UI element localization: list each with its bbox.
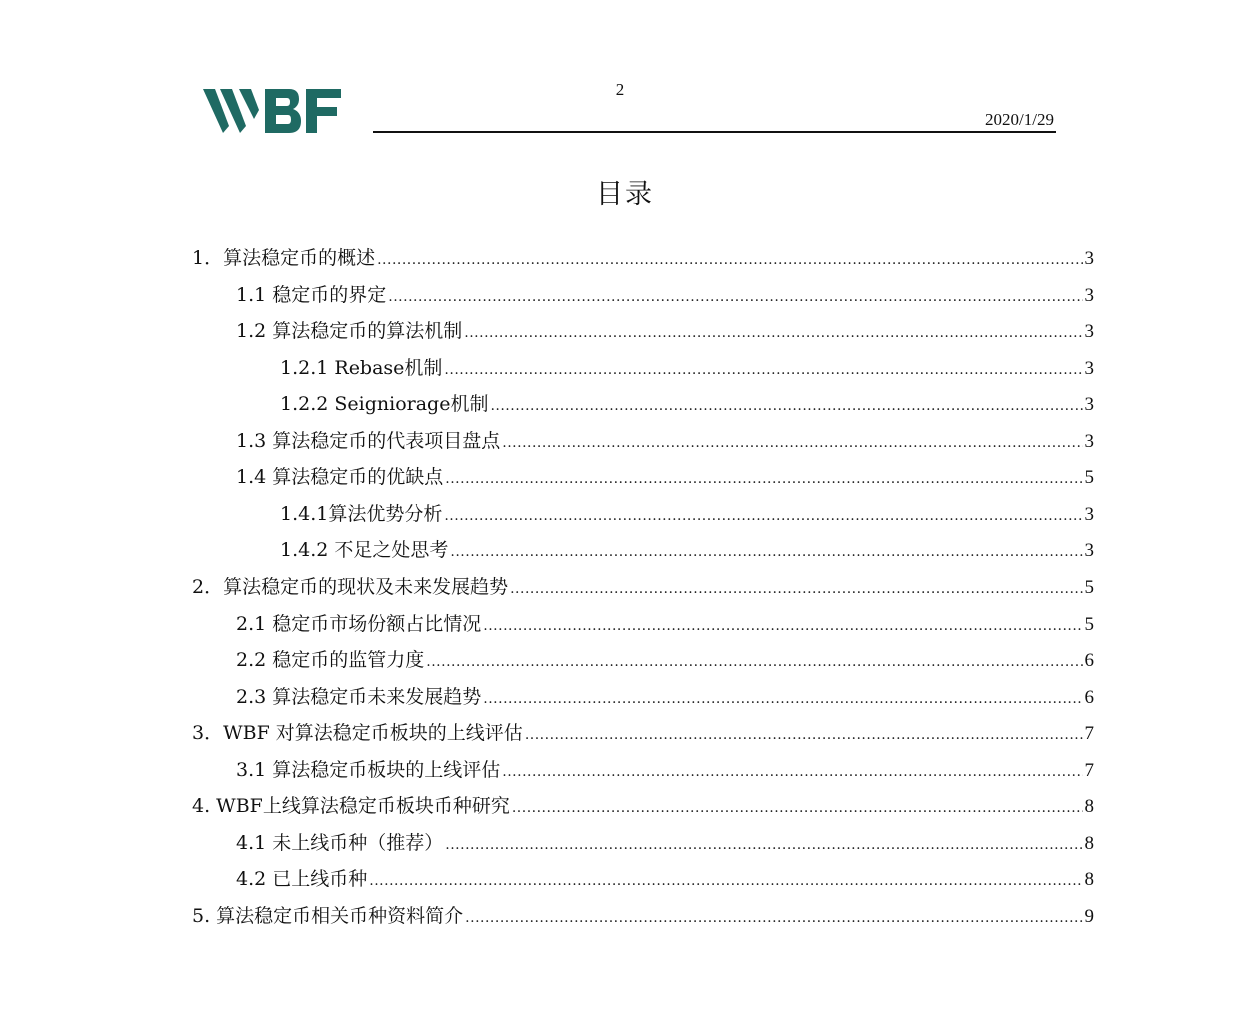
- toc-dot-leader: [465, 910, 1082, 926]
- toc-entry-page: 3: [1084, 430, 1094, 452]
- header-rule: [373, 131, 1056, 133]
- toc-entry[interactable]: [192, 791, 1094, 821]
- toc-entry-page: 6: [1084, 650, 1094, 672]
- toc-entry-label: 3.1 算法稳定币板块的上线评估: [236, 758, 501, 781]
- toc-entry-label: 4.1 未上线币种（推荐）: [236, 831, 444, 854]
- toc-entry-page: 8: [1084, 832, 1094, 854]
- toc-entry[interactable]: [280, 535, 1094, 565]
- toc-entry-page: 7: [1084, 759, 1094, 781]
- toc-entry[interactable]: [192, 572, 1094, 602]
- toc-entry-label: 1.2.2 Seigniorage机制: [280, 393, 489, 416]
- toc-entry[interactable]: [280, 499, 1094, 529]
- toc-dot-leader: [512, 800, 1083, 816]
- toc-entry[interactable]: [236, 609, 1094, 639]
- page-number: 2: [615, 80, 625, 99]
- toc-entry-label: 1.4 算法稳定币的优缺点: [236, 466, 444, 489]
- toc-entry-page: 5: [1084, 613, 1094, 635]
- toc-dot-leader: [444, 508, 1082, 524]
- toc-entry-label: 1.2 算法稳定币的算法机制: [236, 320, 463, 343]
- toc-entry-label: 1.3 算法稳定币的代表项目盘点: [236, 429, 501, 452]
- toc-entry[interactable]: [236, 828, 1094, 858]
- toc-entry[interactable]: [236, 755, 1094, 785]
- toc-entry-label: 5. 算法稳定币相关币种资料简介: [192, 904, 464, 927]
- toc-entry-page: 3: [1084, 321, 1094, 343]
- toc-dot-leader: [502, 435, 1082, 451]
- toc-dot-leader: [525, 727, 1083, 743]
- toc-entry-label: 1.2.1 Rebase机制: [280, 356, 443, 379]
- toc-entry[interactable]: [280, 389, 1094, 419]
- toc-entry-page: 8: [1084, 869, 1094, 891]
- toc-dot-leader: [450, 544, 1082, 560]
- toc-dot-leader: [464, 325, 1082, 341]
- toc-entry-label: 1．算法稳定币的概述: [192, 247, 376, 269]
- toc-entry[interactable]: [236, 682, 1094, 712]
- toc-dot-leader: [377, 252, 1082, 268]
- toc-entry[interactable]: [236, 280, 1094, 310]
- toc-entry-page: 3: [1084, 503, 1094, 525]
- toc-dot-leader: [444, 362, 1082, 378]
- toc-entry-label: 2.1 稳定币市场份额占比情况: [236, 612, 482, 635]
- toc-dot-leader: [445, 837, 1082, 853]
- toc-entry[interactable]: [192, 718, 1094, 748]
- toc-dot-leader: [510, 581, 1082, 597]
- toc-entry[interactable]: [236, 426, 1094, 456]
- toc-entry-label: 1.4.1算法优势分析: [280, 502, 443, 525]
- toc-entry-label: 2.2 稳定币的监管力度: [236, 649, 425, 672]
- toc-dot-leader: [490, 398, 1082, 414]
- toc-entry-page: 3: [1084, 284, 1094, 306]
- toc-dot-leader: [502, 764, 1082, 780]
- toc-dot-leader: [369, 873, 1082, 889]
- toc-entry-label: 2.3 算法稳定币未来发展趋势: [236, 685, 482, 708]
- toc-entry[interactable]: [280, 353, 1094, 383]
- toc-entry[interactable]: [192, 901, 1094, 931]
- toc-dot-leader: [445, 471, 1082, 487]
- toc-dot-leader: [483, 691, 1082, 707]
- header-date: 2020/1/29: [985, 110, 1054, 129]
- toc-entry-page: 3: [1084, 540, 1094, 562]
- toc-dot-leader: [483, 618, 1082, 634]
- toc-entry-label: 2．算法稳定币的现状及未来发展趋势: [192, 575, 509, 598]
- toc-entry-label: 1.4.2 不足之处思考: [280, 539, 449, 562]
- wbf-logo: [203, 86, 343, 136]
- toc-entry-label: 4. WBF上线算法稳定币板块币种研究: [192, 795, 510, 818]
- toc-entry-label: 1.1 稳定币的界定: [236, 283, 387, 306]
- toc-dot-leader: [388, 289, 1082, 305]
- toc-title: 目录: [596, 179, 654, 210]
- toc-entry-page: 5: [1084, 576, 1094, 598]
- toc-entry-page: 7: [1084, 723, 1094, 745]
- toc-entry-label: 4.2 已上线币种: [236, 868, 368, 891]
- toc-entry[interactable]: [236, 462, 1094, 492]
- toc-entry-page: 8: [1084, 796, 1094, 818]
- toc-entry-page: 9: [1084, 905, 1094, 927]
- toc-entry-page: 5: [1084, 467, 1094, 489]
- toc-entry-page: 3: [1084, 394, 1094, 416]
- toc-entry[interactable]: [192, 243, 1094, 273]
- toc-entry-page: 3: [1084, 248, 1094, 269]
- toc-entry-label: 3．WBF 对算法稳定币板块的上线评估: [192, 722, 523, 745]
- toc-entry-page: 6: [1084, 686, 1094, 708]
- toc-dot-leader: [426, 654, 1082, 670]
- toc-entry[interactable]: [236, 864, 1094, 894]
- toc-entry[interactable]: [236, 645, 1094, 675]
- toc-entry[interactable]: [236, 316, 1094, 346]
- toc-entry-page: 3: [1084, 357, 1094, 379]
